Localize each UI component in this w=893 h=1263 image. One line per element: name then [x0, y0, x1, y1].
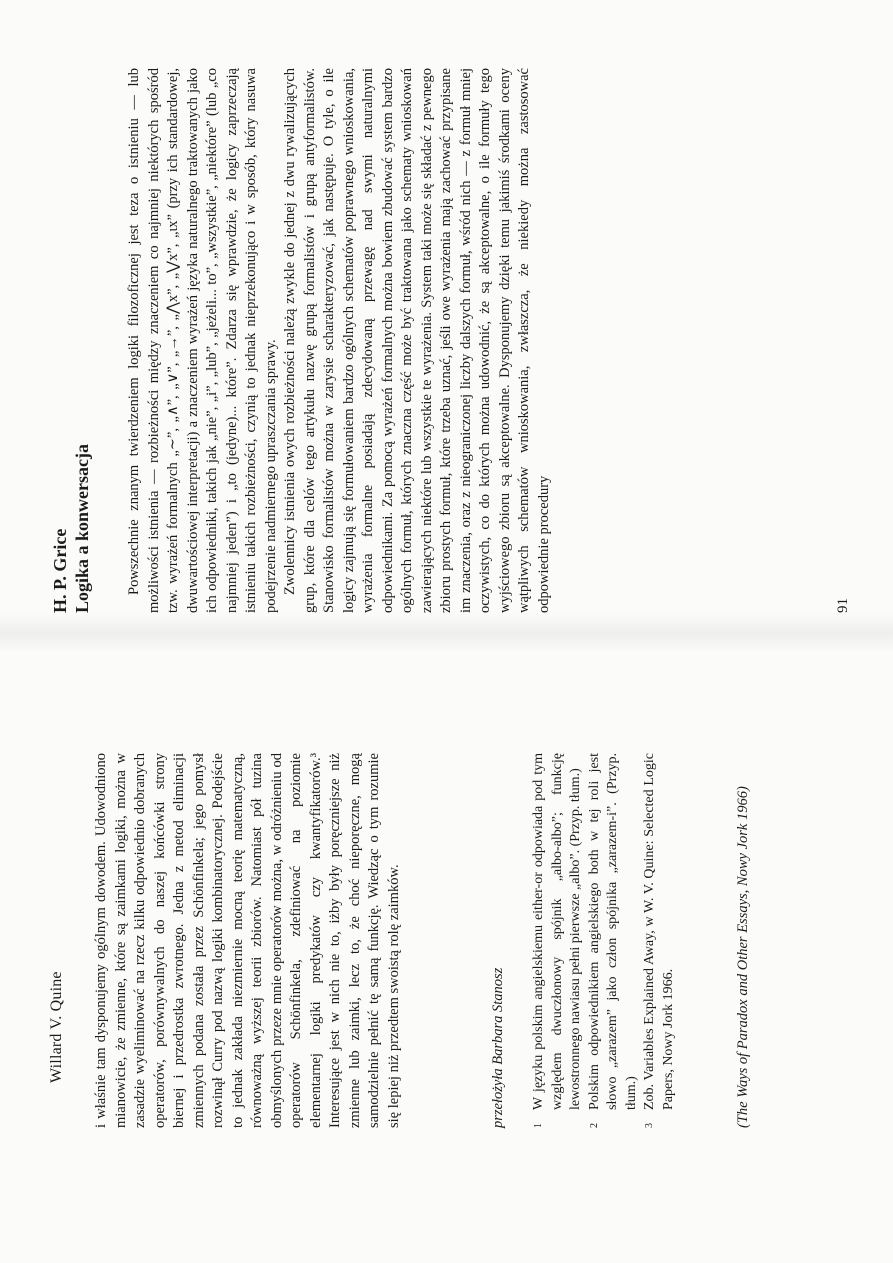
chapter-title: Logika a konwersacja: [72, 443, 92, 613]
right-paragraph: Powszechnie znanym twierdzeniem logiki filozoficznej jest teza o istnieniu — lub możliwości istnienia — rozbieżności między znaczeniem co najmniej niektórych spośród tzw. wyrażeń formalnych „∼”, „∧”, „∨”, „→”, „⋀x”, „⋁x”, „ιx” (przy ich standardowej, dwuwartościowej interpretacji) a znaczeniem wyrażeń języka naturalnego traktowanych jako ich odpowiedniki, takich jak „nie”, „i”, „lub”, „jeżeli... to”, „wszystkie”, „niektóre” (lub „co najmniej jeden”) i „to (jedyne)... które”. Zdarza się wprawdzie, że logicy zaprzeczają istnieniu takich rozbieżności, czynią to jednak nieprzekonująco i w sposób, który nasuwa podejrzenie nadmiernego upraszczania sprawy.: [126, 68, 279, 613]
translator-credit: przełożyła Barbara Stanosz: [490, 967, 506, 1128]
footnote-text: Polskim odpowiednikiem angielskiego both w tej roli jest słowo „zarazem” jako człon spójnika „zarazem-i”. (Przyp. tłum.): [586, 753, 639, 1110]
right-body-text: [125, 68, 554, 613]
footnote-text: W języku polskim angielskiemu either-or odpowiada pod tym względem dwuczłonowy spójnik „albo-albo”; funkcję lewostronnego nawiasu pełni pierwsze „albo”. (Przyp. tłum.): [531, 753, 583, 1110]
book-fold-shadow: [0, 613, 893, 653]
right-page: [0, 53, 893, 613]
left-paragraph: i właśnie tam dysponujemy ogólnym dowodem. Udowodniono mianowicie, że zmienne, które są zaimkami logiki, można w zasadzie wyeliminować na rzecz kilku odpowiednio dobranych operatorów, porównywalnych do naszej końcówki strony biernej i przedrostka zwrotnego. Jedna z metod eliminacji zmiennych podana została przez Schönfinkela; jego pomysł rozwinął Curry pod nazwą logiki kombinatorycznej. Podejście to jednak zakłada niezmiernie mocną teorię matematyczną, równoważną wyższej teorii zbiorów. Natomiast pół tuzina obmyślonych przeze mnie operatorów można, w odróżnieniu od operatorów Schönfinkela, zdefiniować na poziomie elementarnej logiki predykatów czy kwantyfikatorów.³ Interesujące jest w nich nie to, iżby były poręczniejsze niż zmienne lub zaimki, lecz to, że choć nieporęczne, mogą samodzielnie pełnić tę samą funkcję. Wiedząc o tym rozumie się lepiej niż przedtem swoistą rolę zaimków.: [93, 753, 402, 1128]
footnote: [641, 753, 678, 1128]
footnote: [586, 753, 642, 1128]
left-body-text: [92, 753, 404, 1128]
footnote-text: Zob. Variables Explained Away, w W. V. Quine: Selected Logic Papers, Nowy Jork 1966.: [642, 753, 676, 1110]
left-page: [0, 653, 893, 1223]
footnote-mark: 1: [533, 1123, 544, 1128]
chapter-author: H. P. Grice: [50, 528, 70, 613]
source-citation: (The Ways of Paradox and Other Essays, Nowy Jork 1966): [735, 786, 751, 1128]
running-head: Willard V. Quine: [48, 971, 65, 1083]
footnote: [530, 753, 586, 1128]
right-paragraph: Zwolennicy istnienia owych rozbieżności należą zwykle do jednej z dwu rywalizujących grup, które dla celów tego artykułu nazwę grupą formalistów i grupą antyformalistów. Stanowisko formalistów można w zarysie scharakteryzować, jak następuje. O tyle, o ile logicy zajmują się formułowaniem bardzo ogólnych schematów poprawnego wnioskowania, wyrażenia formalne posiadają zdecydowaną przewagę nad swymi naturalnymi odpowiednikami. Za pomocą wyrażeń formalnych można bowiem zbudować system bardzo ogólnych formuł, których znaczna część może być traktowana jako schematy wnioskowań zawierających niektóre lub wszystkie te wyrażenia. System taki może się składać z pewnego zbioru prostych formuł, które trzeba uznać, jeśli owe wyrażenia mają zachować przypisane im znaczenia, oraz z nieograniczonej liczby dalszych formuł, wśród nich — z formuł mniej oczywistych, co do których można udowodnić, że są akceptowalne, o ile formuły tego wyjściowego zbioru są akceptowalne. Dysponujemy dzięki temu jakimiś środkami oceny wątpliwych schematów wnioskowania, zwłaszcza, że niekiedy można zastosować odpowiednie procedury: [282, 68, 552, 613]
footnotes: [530, 753, 678, 1128]
footnote-mark: 2: [588, 1123, 600, 1128]
page-number: 91: [835, 598, 851, 613]
footnote-mark: 3: [644, 1123, 655, 1128]
